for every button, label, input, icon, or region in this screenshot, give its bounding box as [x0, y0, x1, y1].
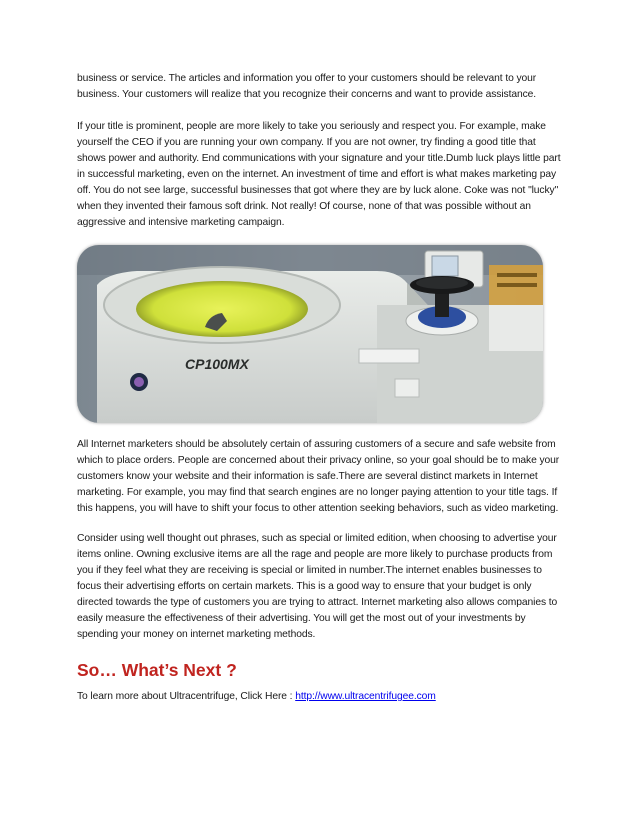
paragraph-security: All Internet marketers should be absolutely certain of assuring customers of a secure and safe website from which to place orders. People are concerned about their privacy online, so your goal should be to make your customers know your website and their information is safe.There are several distinct markets in Internet marketing. For example, you may find that search engines are no longer paying attention to your title tags. If this happens, you will have to shift your focus to other attention seeking behaviors, such as video marketing.	[77, 439, 560, 514]
document-page	[77, 71, 563, 705]
cta-text: To learn more about Ultracentrifuge, Click Here :	[77, 691, 296, 702]
paragraph-phrases: Consider using well thought out phrases, such as special or limited edition, when choosing to advertise your items online. Owning exclusive items are all the rage and people are more likely to purchase products from you if they feel what they are receiving is special or limited in number.The internet enables businesses to focus their advertising efforts on certain markets. This is a good way to ensure that your budget is only directed towards the type of customers you are trying to attract. Internet marketing also allows companies to easily measure the effectiveness of their advertising. You will get the most out of your investments by spending your money on internet marketing methods.	[77, 533, 558, 640]
ultracentrifuge-link[interactable]: http://www.ultracentrifugee.com	[295, 691, 436, 702]
paragraph-title: If your title is prominent, people are more likely to take you seriously and respect you. For example, make yourself the CEO if you are running your own company. If you are not owner, try finding a good title that shows power and authority. End communications with your signature and your title.Dumb luck plays little part in successful marketing, even on the internet. An investment of time and effort is what makes marketing pay off. You do not see large, successful businesses that got where they are by luck alone. Coke was not "lucky" when they invented their famous soft drink. Not really! Of course, none of that was possible without an aggressive and intensive marketing campaign.	[77, 121, 561, 228]
paragraph-intro: business or service. The articles and information you offer to your customers should be relevant to your business. Your customers will realize that you recognize their concerns and want to provide assistance.	[77, 73, 537, 100]
section-heading: So… What’s Next ?	[77, 660, 237, 680]
centrifuge-model-label: CP100MX	[185, 356, 249, 372]
centrifuge-photo	[77, 245, 543, 423]
cta-line	[77, 689, 563, 705]
